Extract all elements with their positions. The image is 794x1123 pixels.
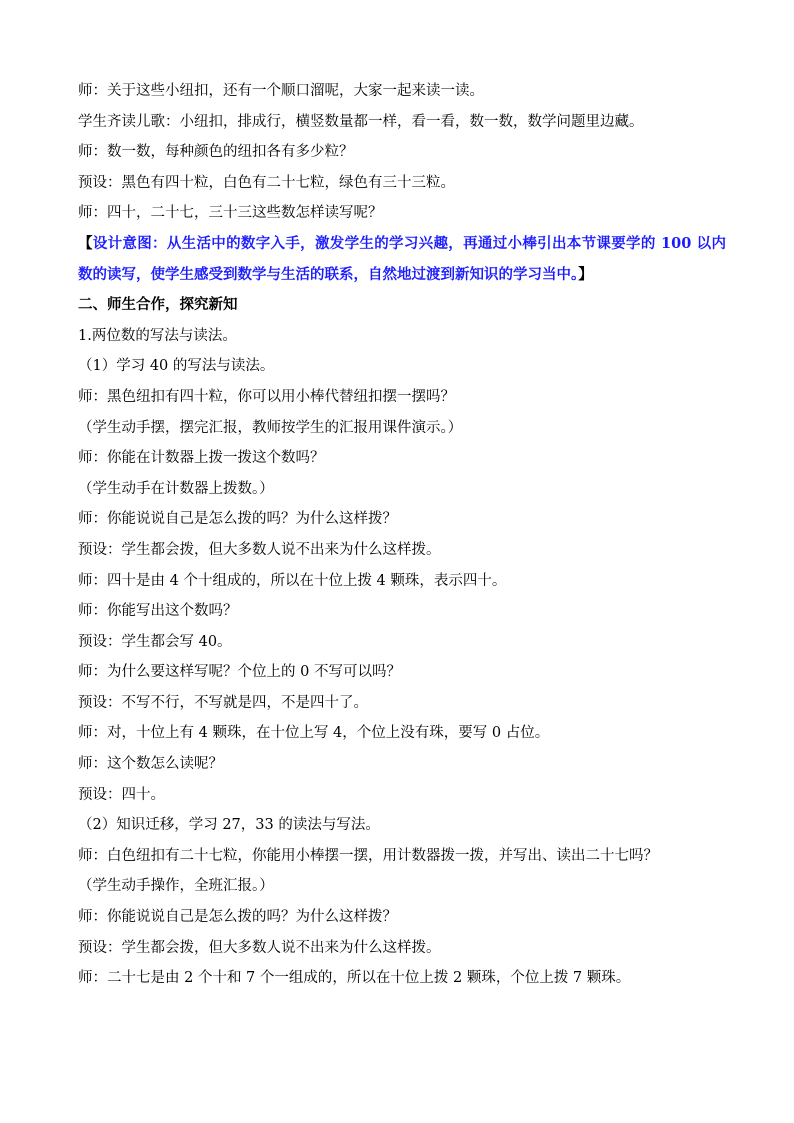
paragraph: 预设：学生都会拨，但大多数人说不出来为什么这样拨。 [78,541,441,558]
paragraph: 1.两位数的写法与读法。 [78,327,237,344]
design-intent-block [78,229,726,290]
paragraph: 预设：不写不行，不写就是四，不是四十了。 [78,694,368,711]
paragraph: 预设：学生都会写 40。 [78,633,232,650]
paragraph: 师：为什么要这样写呢？个位上的 0 不写可以吗？ [78,664,401,681]
paragraph: 师：黑色纽扣有四十粒，你可以用小棒代替纽扣摆一摆吗？ [78,388,455,405]
paragraph: 预设：学生都会拨，但大多数人说不出来为什么这样拨。 [78,939,441,956]
paragraph-teacher-rhyme: 师：关于这些小纽扣，还有一个顺口溜呢，大家一起来读一读。 [78,83,484,99]
paragraph-students-read: 学生齐读儿歌：小纽扣，排成行，横竖数量都一样，看一看，数一数，数学问题里边藏。 [78,113,644,130]
paragraph: 预设：四十。 [78,786,165,803]
paragraph: 师：这个数怎么读呢？ [78,756,223,773]
paragraph: （学生动手摆，摆完汇报，教师按学生的汇报用课件演示。） [78,419,463,436]
document-page [78,76,726,994]
design-close-bracket: 】 [578,265,593,283]
paragraph-teacher-question: 师：四十，二十七，三十三这些数怎样读写呢？ [78,205,383,222]
paragraph: 师：你能写出这个数吗？ [78,603,238,620]
design-open-bracket: 【 [78,234,93,252]
paragraph-preset-colors: 预设：黑色有四十粒，白色有二十七粒，绿色有三十三粒。 [78,174,455,191]
paragraph: 师：你能说说自己是怎么拨的吗？为什么这样拨？ [78,511,397,528]
paragraph: （2）知识迁移，学习 27，33 的读法与写法。 [78,817,380,834]
paragraph: （1）学习 40 的写法与读法。 [78,358,275,375]
design-intent-text: 设计意图：从生活中的数字入手，激发学生的学习兴趣，再通过小棒引出本节课要学的 100 以内数的读写，使学生感受到数学与生活的联系，自然地过渡到新知识的学习当中。 [78,234,726,283]
paragraph: （学生动手操作，全班汇报。） [78,878,274,895]
paragraph: 师：你能说说自己是怎么拨的吗？为什么这样拨？ [78,909,397,926]
paragraph-teacher-count: 师：数一数，每种颜色的纽扣各有多少粒？ [78,144,354,161]
paragraph: 师：对，十位上有 4 颗珠，在十位上写 4，个位上没有珠，要写 0 占位。 [78,725,550,742]
paragraph: 师：你能在计数器上拨一拨这个数吗？ [78,450,325,467]
section-heading: 二、师生合作，探究新知 [78,296,238,314]
paragraph: 师：四十是由 4 个十组成的，所以在十位上拨 4 颗珠，表示四十。 [78,572,507,589]
paragraph: 师：二十七是由 2 个十和 7 个一组成的，所以在十位上拨 2 颗珠，个位上拨 7 颗珠。 [78,970,631,987]
paragraph: 师：白色纽扣有二十七粒，你能用小棒摆一摆，用计数器拨一拨，并写出、读出二十七吗？ [78,847,658,864]
paragraph: （学生动手在计数器上拨数。） [78,480,274,497]
